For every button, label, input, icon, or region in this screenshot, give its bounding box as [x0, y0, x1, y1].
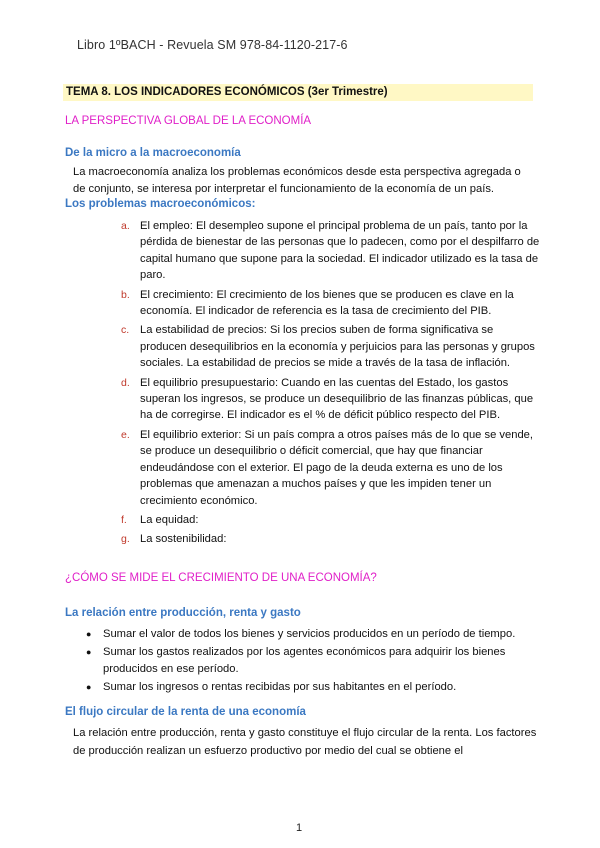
list-marker: a. — [121, 220, 130, 232]
heading-production-income-expenditure: La relación entre producción, renta y gasto — [65, 607, 301, 619]
topic-title: TEMA 8. LOS INDICADORES ECONÓMICOS (3er Trimestre) — [63, 84, 533, 101]
list-item — [121, 375, 541, 424]
list-item — [86, 626, 546, 642]
list-item — [121, 531, 541, 547]
list-marker: c. — [121, 324, 130, 337]
heading-macro-problems: Los problemas macroeconómicos: — [65, 198, 256, 210]
list-item-text: La estabilidad de precios: Si los precios suben de forma significativa se producen desequilibrios en la economía y perjuicios para las personas y grupos sociales. La estabilidad de precios se mide a través de la tasa de inflación. — [140, 324, 535, 370]
page-header: Libro 1ºBACH - Revuela SM 978-84-1120-217-6 — [77, 38, 348, 52]
list-item — [121, 287, 541, 320]
list-item-text: Sumar el valor de todos los bienes y servicios producidos en un período de tiempo. — [103, 628, 516, 640]
list-marker: b. — [121, 288, 130, 301]
page-number: 1 — [296, 822, 303, 834]
list-marker: f. — [121, 513, 127, 526]
list-marker: g. — [121, 533, 130, 546]
measurement-methods-list — [86, 626, 546, 696]
bullet-icon: ● — [86, 629, 92, 639]
section-title-global-perspective: LA PERSPECTIVA GLOBAL DE LA ECONOMÍA — [65, 115, 312, 127]
list-item-text: El equilibrio presupuestario: Cuando en las cuentas del Estado, los gastos superan los ingresos, se produce un desequilibrio de las finanzas públicas, que ha de corregirse. El indicador es el % de déficit público respecto del PIB. — [140, 376, 534, 422]
heading-micro-macro: De la micro a la macroeconomía — [65, 147, 241, 159]
list-item-text: Sumar los gastos realizados por los agentes económicos para adquirir los bienes producidos en ese período. — [103, 646, 506, 675]
bullet-icon: ● — [86, 647, 92, 658]
list-item — [121, 512, 541, 528]
list-item — [86, 644, 546, 677]
list-item-text: El equilibrio exterior: Si un país compra a otros países más de lo que se vende, se produce un desequilibrio o déficit comercial, que hay que financiar endeudándose con el exterior. El pago de la deuda externa es uno de los problemas que amenazan a muchos países y que les impiden tener un crecimiento económico. — [140, 428, 534, 507]
section-title-growth-measure: ¿CÓMO SE MIDE EL CRECIMIENTO DE UNA ECONOMÍA? — [65, 572, 377, 584]
list-item — [121, 322, 541, 371]
list-marker: d. — [121, 376, 130, 389]
list-item — [86, 679, 546, 695]
list-item-text: La sostenibilidad: — [140, 533, 227, 546]
list-item — [121, 218, 541, 284]
paragraph-circular-flow: La relación entre producción, renta y gasto constituye el flujo circular de la renta. Los factores de producción realizan un esfuerzo productivo por medio del cual se obtiene el — [73, 727, 537, 757]
problems-list — [121, 218, 541, 548]
list-item-text: El crecimiento: El crecimiento de los bienes que se producen es clave en la economía. El indicador de referencia es la tasa de crecimiento del PIB. — [140, 288, 514, 318]
list-item-text: Sumar los ingresos o rentas recibidas por sus habitantes en el período. — [103, 681, 457, 694]
list-item-text: El empleo: El desempleo supone el principal problema de un país, tanto por la pérdida de bienestar de las personas que lo padecen, como por el despilfarro de capital humano que supone para la sociedad. El indicador utilizado es la tasa de paro. — [140, 220, 540, 282]
bullet-icon: ● — [86, 682, 92, 693]
list-item — [121, 427, 541, 509]
paragraph-micro-macro: La macroeconomía analiza los problemas económicos desde esta perspectiva agregada o de conjunto, se interesa por interpretar el funcionamiento de la economía de un país. — [73, 166, 521, 195]
list-item-text: La equidad: — [140, 513, 199, 526]
list-marker: e. — [121, 428, 130, 441]
heading-circular-flow: El flujo circular de la renta de una economía — [65, 706, 306, 718]
